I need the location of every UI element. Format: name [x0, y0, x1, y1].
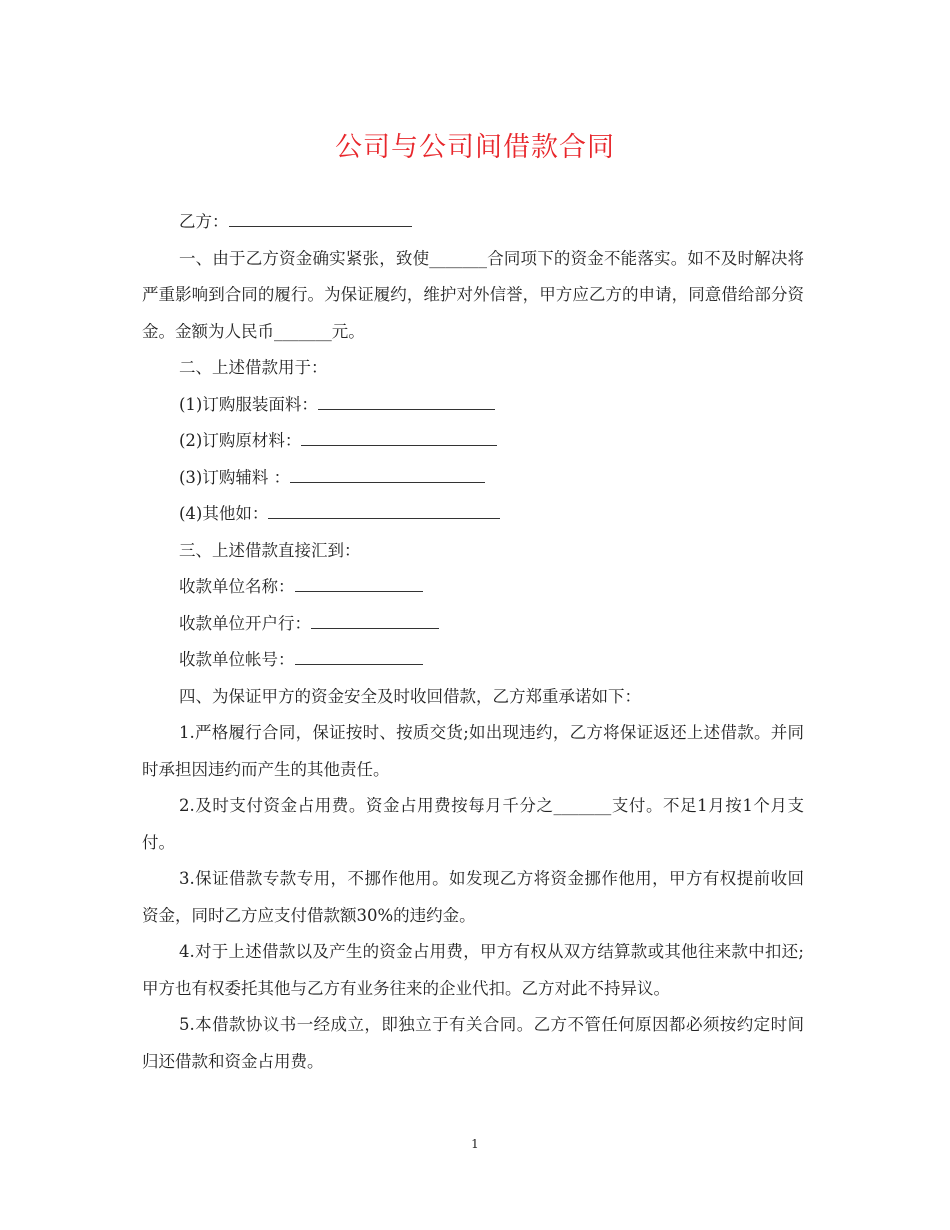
use-item — [142, 496, 804, 533]
section-4-heading: 四、为保证甲方的资金安全及时收回借款，乙方郑重承诺如下： — [179, 686, 641, 706]
commitment-5: 5.本借款协议书一经成立，即独立于有关合同。乙方不管任何原因都必须按约定时间归还借款和资金占用费。 — [142, 1015, 804, 1071]
party-b-label: 乙方： — [179, 212, 229, 231]
section-2-heading: 二、上述借款用于： — [179, 358, 328, 377]
use-item-blank — [290, 468, 485, 483]
section-3-heading: 三、上述借款直接汇到： — [179, 540, 361, 560]
use-item-label: (1)订购服装面料： — [179, 394, 318, 414]
payee-item-label: 收款单位名称： — [179, 577, 295, 596]
use-item-blank — [318, 395, 495, 410]
use-item — [142, 423, 804, 460]
payee-item-blank — [311, 614, 439, 629]
clause-1-paragraph: 一、由于乙方资金确实紧张，致使_______合同项下的资金不能落实。如不及时解决将严重影响到合同的履行。为保证履约，维护对外信誉，甲方应乙方的申请，同意借给部分资金。金额为人民币_______元。 — [142, 248, 804, 341]
commitment-3: 3.保证借款专款专用，不挪作他用。如发现乙方将资金挪作他用，甲方有权提前收回资金，同时乙方应支付借款额30%的违约金。 — [142, 869, 804, 925]
payee-item-blank — [295, 650, 423, 665]
use-item-label: (2)订购原材料： — [179, 431, 302, 450]
use-item — [142, 460, 804, 497]
use-item-label: (3)订购辅料 ： — [179, 467, 291, 487]
payee-item — [142, 569, 804, 606]
document-title: 公司与公司间借款合同 — [335, 132, 615, 163]
use-item-blank — [301, 431, 497, 446]
payee-item — [142, 642, 804, 679]
commitment-4: 4.对于上述借款以及产生的资金占用费，甲方有权从双方结算款或其他往来款中扣还;甲方也有权委托其他与乙方有业务往来的企业代扣。乙方对此不持异议。 — [142, 942, 804, 998]
use-item-blank — [268, 504, 500, 519]
document-body — [142, 204, 804, 1080]
payee-item-blank — [295, 577, 423, 592]
party-b-line — [142, 204, 804, 241]
commitment-2: 2.及时支付资金占用费。资金占用费按每月千分之_______支付。不足1月按1个月支付。 — [142, 796, 804, 852]
payee-item — [142, 606, 804, 643]
page-number: 1 — [471, 1137, 479, 1151]
use-item-label: (4)其他如： — [179, 504, 269, 523]
use-item — [142, 387, 804, 424]
payee-item-label: 收款单位开户行： — [179, 613, 311, 633]
payee-item-label: 收款单位帐号： — [179, 650, 295, 669]
party-b-blank — [229, 212, 412, 227]
commitment-1: 1.严格履行合同，保证按时、按质交货;如出现违约，乙方将保证返还上述借款。并同时承担因违约而产生的其他责任。 — [142, 723, 804, 779]
